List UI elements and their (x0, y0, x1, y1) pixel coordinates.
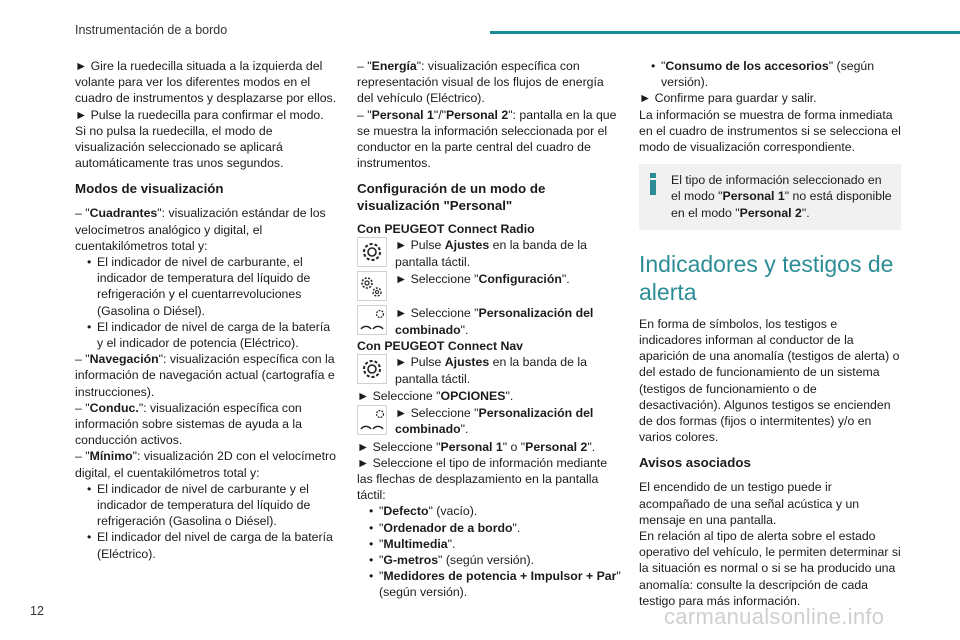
intro-paragraph: ► Gire la ruedecilla situada a la izquierda del volante para ver los diferentes modos en el cuadro de instrumentos y desplazarse por ellos. (75, 59, 337, 106)
avisos-paragraph: El encendido de un testigo puede ir acompañado de una señal acústica y un mensaje en una pantalla. (639, 480, 860, 527)
step-line: ► Seleccione "Personal 1" o "Personal 2". (357, 439, 596, 454)
intro-paragraph: ► Pulse la ruedecilla para confirmar el modo. (75, 107, 324, 122)
gear-icon (357, 237, 387, 267)
confirm-step: ► Confirme para guardar y salir. (639, 91, 817, 106)
mode-navegacion: – "Navegación": visualización específica con la información de navegación actual (cartografía e instrucciones). (75, 352, 335, 399)
option-item: • "G-metros" (según versión). (357, 552, 622, 568)
chapter-paragraph: En forma de símbolos, los testigos e indicadores informan al conductor de la aparición de una anomalía (testigos de alerta) o del estado de funcionamiento de un sistema (testigos de funcionamiento o de desactivación). Algunos testigos se encienden de dos formas (fijos o intermitentes) y/o en varios colores. (639, 316, 900, 445)
info-note (639, 164, 901, 230)
option-item: • "Ordenador de a bordo". (357, 520, 622, 536)
option-item: • "Consumo de los accesorios" (según versión). (639, 58, 901, 90)
radio-title: Con PEUGEOT Connect Radio (357, 222, 535, 237)
avisos-paragraph: En relación al tipo de alerta sobre el estado operativo del vehículo, le permiten determinar si la situación es normal o si se ha producido una anomalía: consulte la descripción de cada testigo para más información. (639, 529, 901, 608)
step-line: ► Seleccione el tipo de información mediante las flechas de desplazamiento en la pantalla táctil: (357, 455, 608, 503)
column-3 (639, 58, 901, 609)
nav-title: Con PEUGEOT Connect Nav (357, 339, 524, 354)
mode-cuadrantes: – "Cuadrantes": visualización estándar de los velocímetros analógico y digital, el cuentakilómetros total y: (75, 206, 326, 253)
section-heading: Configuración de un modo de visualización "Personal" (357, 181, 546, 214)
step-line: ► Seleccione "OPCIONES". (357, 389, 514, 404)
bullet-item: • El indicador de nivel de carburante, el indicador de temperatura del líquido de refrigeración y el cuentarrevoluciones (Gasolina o Diésel). (75, 254, 337, 319)
cluster-settings-icon (357, 405, 387, 435)
bullet-item: • El indicador de nivel de carga de la batería y el indicador de potencia (Eléctrico). (75, 319, 337, 351)
mode-minimo: – "Mínimo": visualización 2D con el velocímetro digital, el cuentakilómetros total y: (75, 449, 336, 480)
chapter-heading: Indicadores y testigos de alerta (639, 250, 894, 305)
step-row: ► Pulse Ajustes en la banda de la pantalla táctil. (357, 237, 622, 271)
intro-paragraph: Si no pulsa la ruedecilla, el modo de visualización seleccionado se aplicará automáticamente tras unos segundos. (75, 123, 284, 171)
header-section-title: Instrumentación de a bordo (75, 23, 228, 37)
watermark: carmanualsonline.info (664, 604, 885, 629)
gear-icon (357, 354, 387, 384)
section-heading: Avisos asociados (639, 455, 751, 471)
step-row: ► Seleccione "Configuración". (357, 271, 622, 305)
option-item: • "Defecto" (vacío). (357, 503, 622, 519)
header-accent-bar (490, 31, 960, 34)
cluster-settings-icon (357, 305, 387, 335)
option-item: • "Medidores de potencia + Impulsor + Par" (según versión). (357, 568, 622, 600)
step-row: ► Seleccione "Personalización del combinado". (357, 305, 622, 339)
mode-conduc: – "Conduc.": visualización específica con información sobre sistemas de ayuda a la conducción activos. (75, 400, 302, 448)
bullet-item: • El indicador del nivel de carga de la batería (Eléctrico). (75, 529, 337, 561)
step-row: ► Seleccione "Personalización del combinado". (357, 405, 622, 439)
option-item: • "Multimedia". (357, 536, 622, 552)
info-paragraph: La información se muestra de forma inmediata en el cuadro de instrumentos si se selecciona el modo de visualización correspondiente. (639, 107, 901, 155)
column-1 (75, 58, 337, 562)
column-2 (357, 58, 622, 601)
mode-personal: – "Personal 1"/"Personal 2": pantalla en la que se muestra la información seleccionada por el conductor en la parte central del cuadro de instrumentos. (357, 107, 617, 171)
section-heading: Modos de visualización (75, 181, 224, 197)
settings-gears-icon (357, 271, 387, 301)
info-icon (647, 173, 661, 195)
page-number: 12 (30, 604, 44, 618)
step-row: ► Pulse Ajustes en la banda de la pantalla táctil. (357, 354, 622, 388)
mode-energia: – "Energía": visualización específica con representación visual de los flujos de energía del vehículo (Eléctrico). (357, 59, 604, 106)
bullet-item: • El indicador de nivel de carburante y el indicador de temperatura del líquido de refrigeración (Gasolina o Diésel). (75, 481, 337, 530)
note-text: El tipo de información seleccionado en el modo "Personal 1" no está disponible en el modo "Personal 2". (671, 173, 892, 220)
